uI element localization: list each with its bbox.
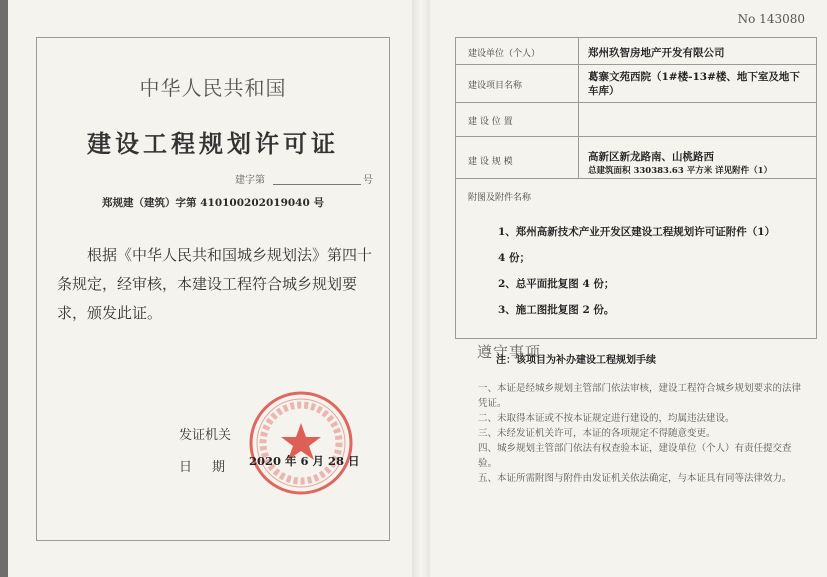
rule-item: 五、本证所需附图与附件由发证机关依法确定，与本证具有同等法律效力。 xyxy=(478,473,792,484)
center-fold xyxy=(412,0,430,577)
issue-date: 2020 年 6 月 28 日 xyxy=(249,454,360,468)
left-page-frame xyxy=(36,37,390,541)
row-label: 建 设 位 置 xyxy=(468,117,513,127)
attachment-item: 4 份； xyxy=(498,252,530,264)
notice-note: 注：该项目为补办建设工程规划手续 xyxy=(496,355,656,366)
row-label: 建 设 规 模 xyxy=(468,157,513,167)
attachment-item: 1、郑州高新技术产业开发区建设工程规划许可证附件（1） xyxy=(498,226,776,238)
certificate-sheet xyxy=(8,0,827,577)
date-label: 日期 xyxy=(179,460,246,475)
country-name: 中华人民共和国 xyxy=(139,76,287,100)
rule-item: 一、本证是经城乡规划主管部门依法审核，建设工程符合城乡规划要求的法律凭证。 xyxy=(478,383,802,409)
row-value: 总建筑面积 330383.63 平方米 详见附件（1） xyxy=(588,166,773,176)
serial-number: No 143080 xyxy=(737,12,805,26)
right-page-table xyxy=(455,37,817,339)
row-label: 建设单位（个人） xyxy=(468,49,541,59)
number-underline xyxy=(273,184,361,185)
notice-rules xyxy=(478,381,808,486)
row-applicant xyxy=(456,38,816,65)
hao-label: 号 xyxy=(363,175,373,186)
official-seal xyxy=(245,387,357,499)
rule-item: 四、城乡规划主管部门依法有权查验本证，建设单位（个人）有责任提交查验。 xyxy=(478,443,792,469)
certificate-body-text: 根据《中华人民共和国城乡规划法》第四十条规定，经审核，本建设工程符合城乡规划要求，颁发此证。 xyxy=(57,246,373,322)
row-value: 郑州玖智房地产开发有限公司 xyxy=(588,47,725,59)
row-project-name xyxy=(456,64,816,103)
permit-code: 郑规建（建筑）字第 410100202019040 号 xyxy=(102,197,324,209)
row-label: 建设项目名称 xyxy=(468,81,523,91)
rule-item: 三、未经发证机关许可，本证的各项规定不得随意变更。 xyxy=(478,428,716,439)
attachment-item: 2、总平面批复图 4 份； xyxy=(498,278,615,290)
attachments-header: 附图及附件名称 xyxy=(468,193,532,203)
notice-heading: 遵守事项 xyxy=(477,343,542,361)
certificate-title: 建设工程规划许可证 xyxy=(87,129,339,158)
jian-zi-di-label: 建字第 xyxy=(235,175,265,186)
location-value: 高新区新龙路南、山桃路西 xyxy=(588,151,714,163)
attachment-item: 3、施工图批复图 2 份。 xyxy=(498,304,615,316)
issuer-label: 发证机关 xyxy=(179,428,232,443)
rule-item: 二、未取得本证或不按本证规定进行建设的，均属违法建设。 xyxy=(478,413,735,424)
row-value: 葛寨文苑西院（1#楼-13#楼、地下室及地下车库） xyxy=(588,71,800,97)
row-location xyxy=(456,102,816,137)
